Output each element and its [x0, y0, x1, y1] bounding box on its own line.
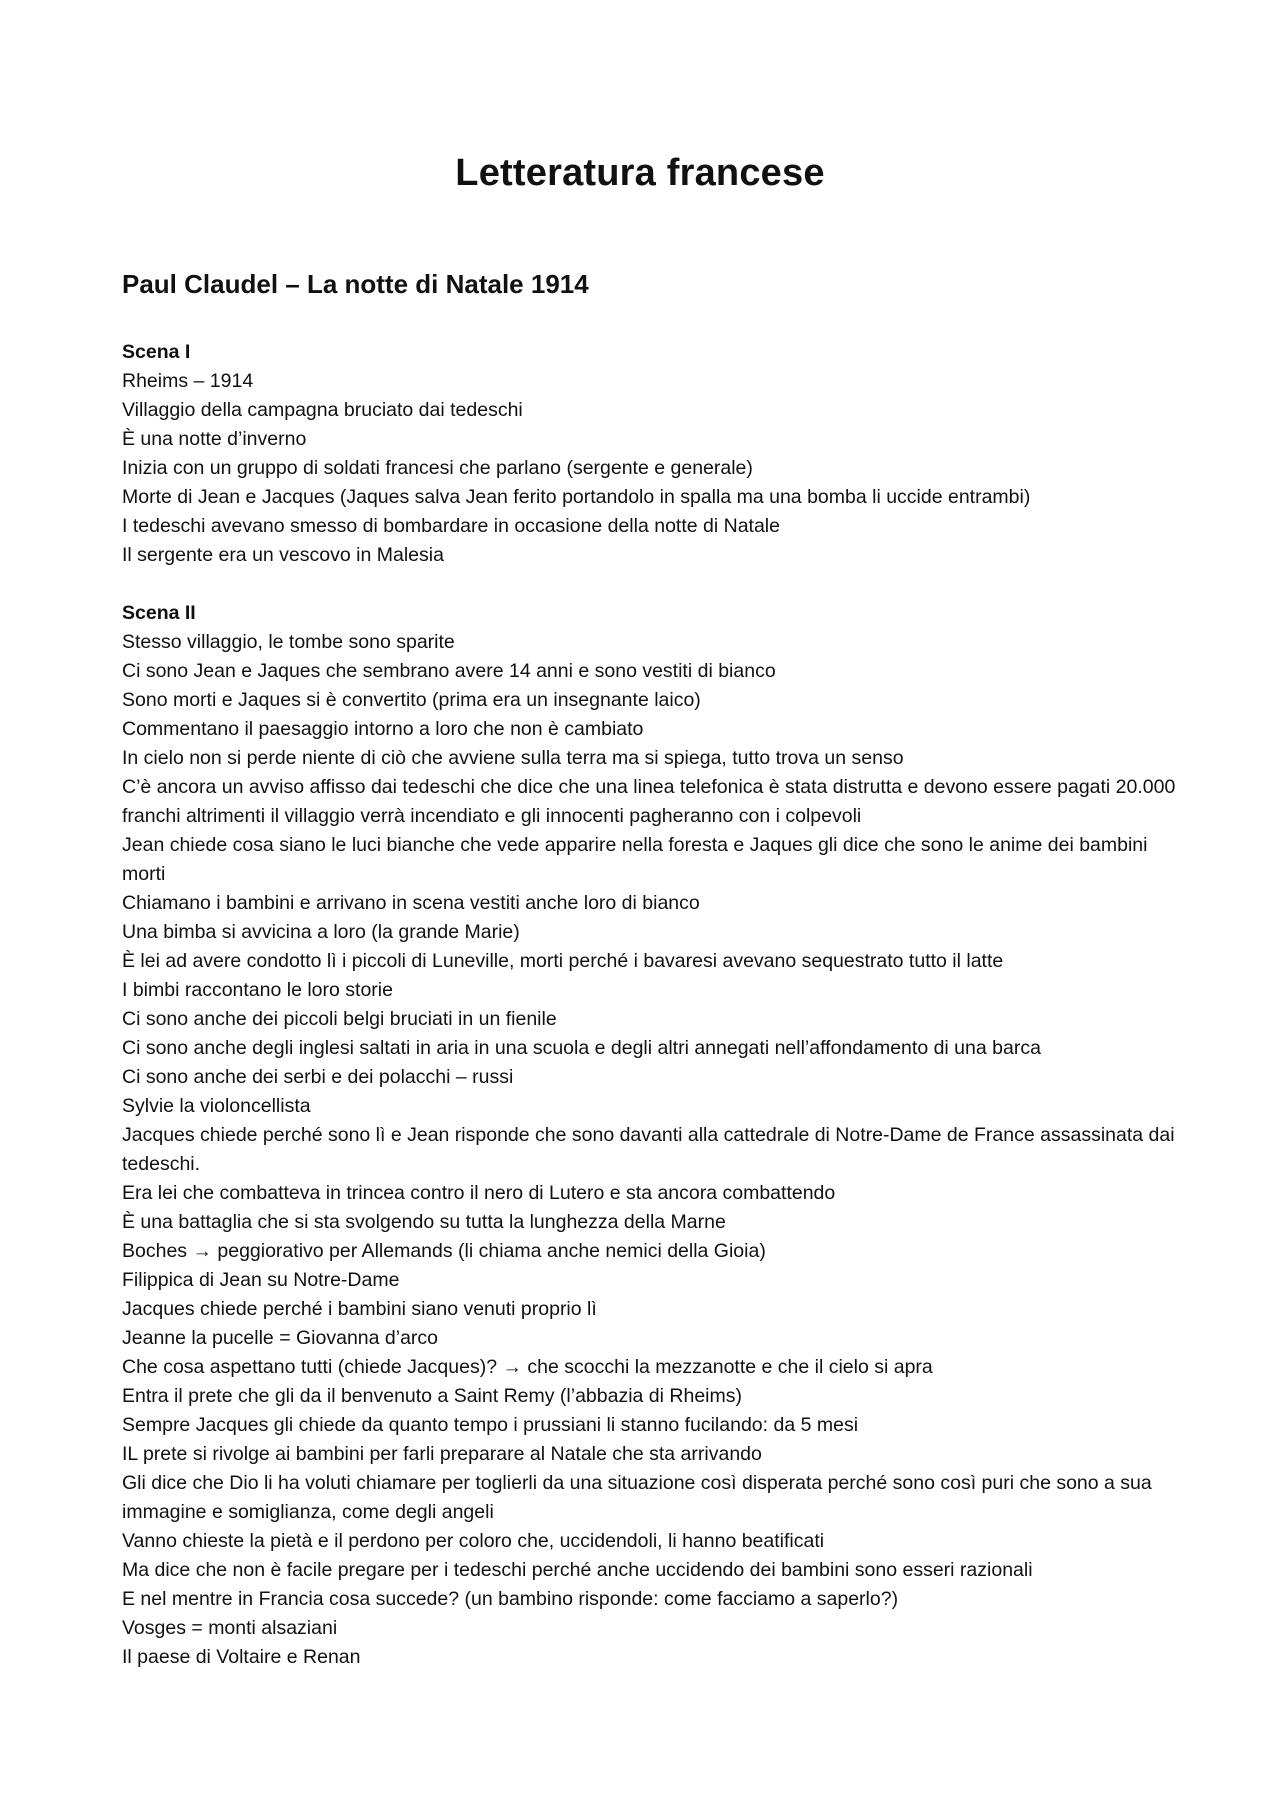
text-line: Vosges = monti alsaziani: [122, 1617, 338, 1639]
text-line: Chiamano i bambini e arrivano in scena vestiti anche loro di bianco: [122, 892, 700, 914]
text-line: E nel mentre in Francia cosa succede? (un bambino risponde: come facciamo a saperlo?): [122, 1588, 899, 1610]
text-line: Jacques chiede perché i bambini siano venuti proprio lì: [122, 1298, 597, 1320]
text-line: IL prete si rivolge ai bambini per farli preparare al Natale che sta arrivando: [122, 1443, 762, 1465]
text-line: In cielo non si perde niente di ciò che avviene sulla terra ma si spiega, tutto trova un senso: [122, 747, 904, 769]
text-line: Ci sono anche dei serbi e dei polacchi – russi: [122, 1066, 514, 1088]
text-line: È una notte d’inverno: [122, 428, 307, 450]
text-line: Sempre Jacques gli chiede da quanto tempo i prussiani li stanno fucilando: da 5 mesi: [122, 1414, 859, 1436]
scene-section: [122, 599, 1182, 1672]
text-line: Che cosa aspettano tutti (chiede Jacques)? → che scocchi la mezzanotte e che il cielo si apra: [122, 1356, 933, 1378]
text-line: È lei ad avere condotto lì i piccoli di Luneville, morti perché i bavaresi avevano sequestrato tutto il latte: [122, 950, 1004, 972]
text-line: Vanno chieste la pietà e il perdono per coloro che, uccidendoli, li hanno beatificati: [122, 1530, 825, 1552]
text-line: Jacques chiede perché sono lì e Jean risponde che sono davanti alla cattedrale di Notre-Dame de France assassinata dai tedeschi.: [122, 1124, 1175, 1175]
text-line: Il sergente era un vescovo in Malesia: [122, 544, 444, 566]
text-line: I bimbi raccontano le loro storie: [122, 979, 393, 1001]
text-line: Boches → peggiorativo per Allemands (li chiama anche nemici della Gioia): [122, 1240, 766, 1262]
scenes-container: [122, 338, 1182, 1672]
text-line: Ci sono anche dei piccoli belgi bruciati in un fienile: [122, 1008, 557, 1030]
text-line: Sylvie la violoncellista: [122, 1095, 311, 1117]
document-subtitle: Paul Claudel – La notte di Natale 1914: [122, 269, 589, 299]
text-line: È una battaglia che si sta svolgendo su tutta la lunghezza della Marne: [122, 1211, 726, 1233]
scene-heading: Scena I: [122, 341, 191, 363]
document-body: [122, 268, 1182, 1701]
scene-heading: Scena II: [122, 602, 196, 624]
text-line: Inizia con un gruppo di soldati francesi che parlano (sergente e generale): [122, 457, 753, 479]
text-line: C’è ancora un avviso affisso dai tedeschi che dice che una linea telefonica è stata distrutta e devono essere pagati 20.000 franchi altrimenti il villaggio verrà incendiato e gli innocenti pagheranno con i colpevoli: [122, 776, 1176, 827]
text-line: Entra il prete che gli da il benvenuto a Saint Remy (l’abbazia di Rheims): [122, 1385, 742, 1407]
text-line: Era lei che combatteva in trincea contro il nero di Lutero e sta ancora combattendo: [122, 1182, 836, 1204]
text-line: Jean chiede cosa siano le luci bianche che vede apparire nella foresta e Jaques gli dice che sono le anime dei bambini morti: [122, 834, 1148, 885]
text-line: Ci sono Jean e Jaques che sembrano avere 14 anni e sono vestiti di bianco: [122, 660, 776, 682]
scene-section: [122, 338, 1182, 570]
text-line: Una bimba si avvicina a loro (la grande Marie): [122, 921, 520, 943]
text-line: Ma dice che non è facile pregare per i tedeschi perché anche uccidendo dei bambini sono esseri razionali: [122, 1559, 1033, 1581]
text-line: Filippica di Jean su Notre-Dame: [122, 1269, 400, 1291]
text-line: Jeanne la pucelle = Giovanna d’arco: [122, 1327, 439, 1349]
text-line: Commentano il paesaggio intorno a loro che non è cambiato: [122, 718, 644, 740]
text-line: Rheims – 1914: [122, 370, 254, 392]
text-line: Ci sono anche degli inglesi saltati in aria in una scuola e degli altri annegati nell’affondamento di una barca: [122, 1037, 1041, 1059]
text-line: Il paese di Voltaire e Renan: [122, 1646, 361, 1668]
text-line: Villaggio della campagna bruciato dai tedeschi: [122, 399, 523, 421]
text-line: Stesso villaggio, le tombe sono sparite: [122, 631, 455, 653]
text-line: Gli dice che Dio li ha voluti chiamare per toglierli da una situazione così disperata perché sono così puri che sono a sua immagine e somiglianza, come degli angeli: [122, 1472, 1152, 1523]
text-line: Morte di Jean e Jacques (Jaques salva Jean ferito portandolo in spalla ma una bomba li uccide entrambi): [122, 486, 1031, 508]
document-title: Letteratura francese: [455, 152, 825, 194]
text-line: I tedeschi avevano smesso di bombardare in occasione della notte di Natale: [122, 515, 780, 537]
text-line: Sono morti e Jaques si è convertito (prima era un insegnante laico): [122, 689, 701, 711]
